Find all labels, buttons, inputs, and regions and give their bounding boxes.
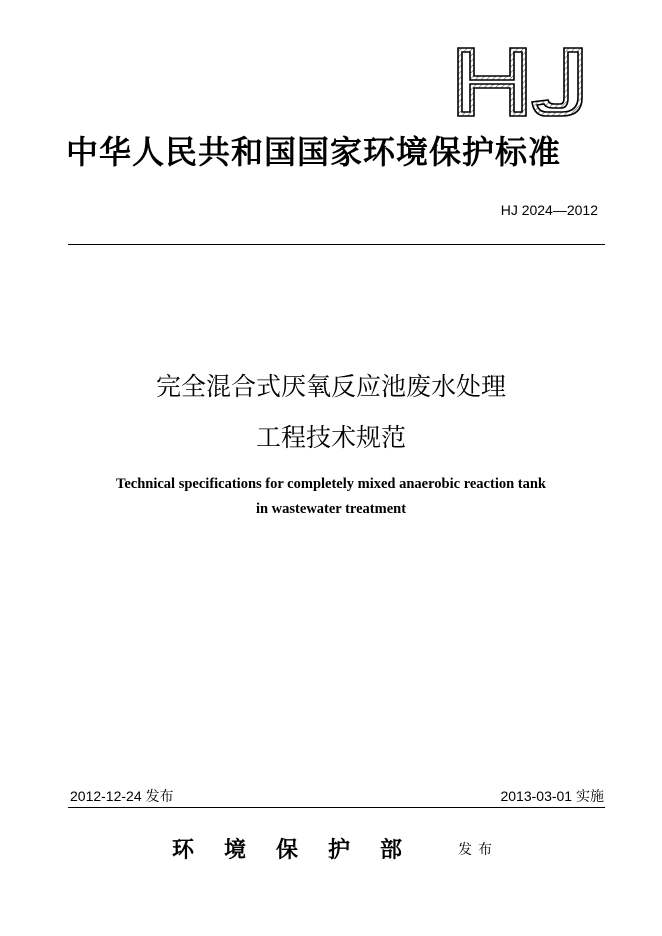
hj-logo-icon bbox=[454, 44, 590, 120]
publisher-name: 环境保护部 bbox=[172, 837, 433, 863]
effective-date: 2013-03-01 实施 bbox=[500, 788, 604, 804]
document-title-en-line1: Technical specifications for completely mixed anaerobic reaction tank bbox=[116, 476, 546, 492]
document-title-cn-line1: 完全混合式厌氧反应池废水处理 bbox=[155, 372, 506, 401]
issue-date: 2012-12-24 发布 bbox=[70, 788, 174, 804]
publisher-suffix: 发布 bbox=[458, 842, 498, 858]
top-divider bbox=[68, 244, 605, 245]
standard-code: HJ 2024—2012 bbox=[500, 202, 598, 218]
bottom-divider bbox=[68, 807, 605, 808]
document-title-cn-line2: 工程技术规范 bbox=[255, 423, 406, 452]
document-title-en-line2: in wastewater treatment bbox=[255, 501, 407, 517]
org-title: 中华人民共和国国家环境保护标准 bbox=[66, 133, 562, 171]
